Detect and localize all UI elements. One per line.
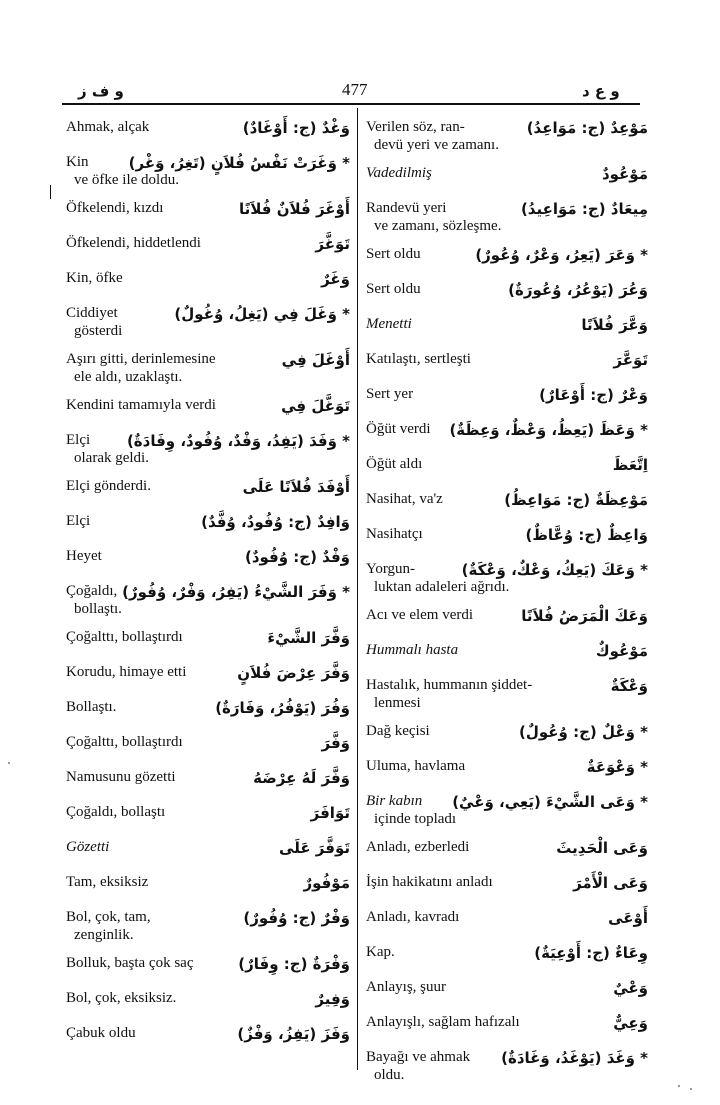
turkish-meaning: Bayağı ve ahmak [366, 1049, 471, 1065]
dictionary-entry [66, 194, 350, 223]
entry-line [66, 693, 350, 722]
turkish-meaning: Ahmak, alçak [66, 119, 150, 135]
arabic-headword: وَعَى الْأَمْرَ [573, 873, 648, 892]
entry-line [66, 949, 350, 978]
arabic-headword: تَوَفَّرَ عَلَى [279, 838, 350, 857]
entry-line [66, 728, 350, 757]
arabic-headword: وَعْرٌ (ج: أَوْعَارٌ) [539, 385, 648, 404]
turkish-meaning: Elçi [66, 513, 91, 529]
entry-line [366, 752, 648, 781]
entry-line [366, 310, 648, 339]
dictionary-entry [366, 1008, 648, 1037]
turkish-meaning: Anlayışlı, sağlam hafızalı [366, 1014, 520, 1030]
arabic-headword: * وَعْلٌ (ج: وُعُولٌ) [519, 722, 648, 741]
arabic-headword: مَوْفُورٌ [303, 873, 350, 892]
arabic-headword: وَعَى الْحَدِيثَ [556, 838, 648, 857]
dictionary-entry [366, 833, 648, 862]
turkish-meaning: Öfkelendi, hiddetlendi [66, 235, 201, 251]
dictionary-entry [366, 868, 648, 897]
scan-speck [678, 1085, 680, 1087]
arabic-headword: وَعْكَةٌ [610, 676, 648, 695]
turkish-meaning: Elçi [66, 432, 91, 448]
entry-line [66, 194, 350, 223]
entry-line [366, 275, 648, 304]
dictionary-entry [66, 623, 350, 652]
dictionary-entry [366, 973, 648, 1002]
arabic-headword: مَوْعُوكٌ [595, 641, 648, 660]
entry-line [366, 938, 648, 967]
dictionary-entry [366, 903, 648, 932]
dictionary-entry [366, 450, 648, 479]
dictionary-entry [366, 159, 648, 188]
turkish-meaning: Verilen söz, ran- [366, 119, 465, 135]
margin-mark [50, 185, 51, 199]
entry-line [366, 973, 648, 1002]
entry-line [366, 903, 648, 932]
dictionary-entry [66, 693, 350, 722]
turkish-meaning: Hummalı hasta [366, 642, 459, 658]
turkish-meaning: Çoğaldı, [66, 583, 118, 599]
scan-speck [8, 762, 10, 764]
dictionary-entry [366, 520, 648, 549]
dictionary-entry [66, 949, 350, 978]
arabic-headword: وَغَرٌ [321, 269, 350, 288]
turkish-meaning: Dağ keçisi [366, 723, 430, 739]
dictionary-entry [366, 345, 648, 374]
dictionary-entry [66, 903, 350, 943]
arabic-headword: أَوْعَى [608, 908, 648, 927]
turkish-meaning: Bollaştı. [66, 699, 117, 715]
arabic-headword: تَوَعَّرَ [613, 350, 648, 369]
arabic-headword: * وَغَلَ فِي (يَغِلُ، وُغُولٌ) [174, 304, 350, 323]
turkish-meaning: Anlayış, şuur [366, 979, 446, 995]
dictionary-entry [66, 148, 350, 188]
arabic-headword: * وَعَظَ (يَعِظُ، وَعْظٌ، وَعِظَةٌ) [449, 420, 648, 439]
turkish-meaning: Ciddiyet [66, 305, 118, 321]
entry-line [366, 520, 648, 549]
dictionary-entry [66, 798, 350, 827]
turkish-meaning: Kap. [366, 944, 395, 960]
meaning-continuation: luktan adaleleri ağrıdı. [374, 579, 510, 595]
turkish-meaning: Vadedilmiş [366, 165, 432, 181]
dictionary-entry [66, 507, 350, 536]
arabic-headword: اِتَّعَظَ [612, 455, 648, 474]
turkish-meaning: Bol, çok, eksiksiz. [66, 990, 177, 1006]
dictionary-entry [66, 426, 350, 466]
entry-line [66, 833, 350, 862]
arabic-headword: تَوَافَرَ [310, 803, 350, 822]
meaning-continuation: ele aldı, uzaklaştı. [74, 369, 183, 385]
arabic-headword: وَفَّرَ الشَّيْءَ [267, 628, 350, 647]
dictionary-entry [366, 310, 648, 339]
arabic-headword: وَفْرَةٌ (ج: وِفَارٌ) [238, 954, 350, 973]
entry-line [366, 345, 648, 374]
turkish-meaning: Anladı, ezberledi [366, 839, 470, 855]
arabic-headword: * وَفَرَ الشَّيْءُ (يَفِرُ، وَفْرٌ، وُفُورٌ) [122, 582, 350, 601]
dictionary-entry [66, 763, 350, 792]
dictionary-entry [366, 415, 648, 444]
arabic-headword: * وَغَرَتْ نَفْسُ فُلاَنٍ (تَغِرُ، وَغْر) [128, 153, 350, 172]
arabic-headword: * وَغَدَ (يَوْغَدُ، وَغَادَةٌ) [501, 1048, 648, 1067]
arabic-headword: وِعَاءٌ (ج: أَوْعِيَةٌ) [534, 943, 648, 962]
dictionary-entry [366, 752, 648, 781]
arabic-headword: وَعُرَ (يَوْعُرُ، وُعُورَةٌ) [508, 280, 648, 299]
turkish-meaning: Uluma, havlama [366, 758, 466, 774]
header-right-letters: و ع د [582, 82, 620, 100]
arabic-headword: * وَعَكَ (يَعِكُ، وَعْكٌ، وَعْكَةٌ) [461, 560, 648, 579]
turkish-meaning: Öfkelendi, kızdı [66, 200, 164, 216]
meaning-continuation: içinde topladı [374, 811, 457, 827]
turkish-meaning: Heyet [66, 548, 102, 564]
entry-line [366, 601, 648, 630]
meaning-continuation: ve zamanı, sözleşme. [374, 218, 502, 234]
dictionary-entry [66, 577, 350, 617]
entry-line [66, 264, 350, 293]
entry-line [366, 485, 648, 514]
arabic-headword: وَفَّرَ [321, 733, 350, 752]
turkish-meaning: Kin, öfke [66, 270, 123, 286]
entry-line [366, 240, 648, 269]
dictionary-entry [66, 264, 350, 293]
entry-line [366, 717, 648, 746]
entry-line [66, 391, 350, 420]
meaning-continuation: bollaştı. [74, 601, 122, 617]
entry-line [66, 798, 350, 827]
arabic-headword: وَفَزَ (يَفِزُ، وَفْزٌ) [237, 1024, 350, 1043]
turkish-meaning: Çoğaldı, bollaştı [66, 804, 166, 820]
entry-line [66, 113, 350, 142]
turkish-meaning: Hastalık, hummanın şiddet- [366, 677, 533, 693]
arabic-headword: * وَعَى الشَّيْءَ (يَعِي، وَعْيٌ) [452, 792, 648, 811]
arabic-headword: وَغْدٌ (ج: أَوْغَادٌ) [242, 118, 350, 137]
entry-line [66, 984, 350, 1013]
turkish-meaning: Menetti [366, 316, 412, 332]
arabic-headword: مَوْعِدٌ (ج: مَوَاعِدُ) [526, 118, 648, 137]
arabic-headword: وَافِدٌ (ج: وُفُودٌ، وُفَّدٌ) [201, 512, 350, 531]
dictionary-entry [66, 984, 350, 1013]
turkish-meaning: İşin hakikatını anladı [366, 874, 493, 890]
dictionary-entry [66, 868, 350, 897]
dictionary-entry [366, 240, 648, 269]
entry-line [366, 415, 648, 444]
meaning-continuation: oldu. [374, 1067, 405, 1083]
entry-line [66, 507, 350, 536]
arabic-headword: * وَعْوَعَةٌ [586, 757, 648, 776]
turkish-meaning: Sert yer [366, 386, 414, 402]
dictionary-entry [66, 728, 350, 757]
arabic-headword: وَفُرَ (يَوْفُرُ، وَفَارَةٌ) [215, 698, 350, 717]
turkish-meaning: Kin [66, 154, 89, 170]
dictionary-entry [366, 275, 648, 304]
arabic-headword: وَعْيٌ [613, 978, 648, 997]
turkish-meaning: Nasihatçı [366, 526, 423, 542]
dictionary-entry [66, 299, 350, 339]
turkish-meaning: Anladı, kavradı [366, 909, 460, 925]
dictionary-entry [366, 380, 648, 409]
dictionary-entry [366, 671, 648, 711]
turkish-meaning: Namusunu gözetti [66, 769, 176, 785]
dictionary-entry [66, 229, 350, 258]
turkish-meaning: Korudu, himaye etti [66, 664, 187, 680]
arabic-headword: * وَفَدَ (يَفِدُ، وَفْدٌ، وُفُودٌ، وِفَادَةٌ) [126, 431, 350, 450]
turkish-meaning: Öğüt verdi [366, 421, 431, 437]
dictionary-entry [366, 601, 648, 630]
arabic-headword: وَعَّرَ فُلاَنًا [581, 315, 648, 334]
turkish-meaning: Kendini tamamıyla verdi [66, 397, 216, 413]
dictionary-entry [366, 113, 648, 153]
entry-line [66, 229, 350, 258]
dictionary-entry [66, 472, 350, 501]
turkish-meaning: Acı ve elem verdi [366, 607, 474, 623]
entry-line [66, 623, 350, 652]
entry-line [66, 658, 350, 687]
entry-line [366, 380, 648, 409]
turkish-meaning: Katılaştı, sertleşti [366, 351, 471, 367]
turkish-meaning: Çoğalttı, bollaştırdı [66, 629, 183, 645]
turkish-meaning: Nasihat, va'z [366, 491, 443, 507]
dictionary-entry [66, 391, 350, 420]
arabic-headword: وَفَّرَ عِرْضَ فُلاَنٍ [237, 663, 350, 682]
arabic-headword: أَوْفَدَ فُلاَنًا عَلَى [242, 477, 350, 496]
dictionary-entry [366, 194, 648, 234]
dictionary-entry [366, 787, 648, 827]
dictionary-entry [66, 1019, 350, 1048]
turkish-meaning: Bol, çok, tam, [66, 909, 151, 925]
meaning-continuation: lenmesi [374, 695, 421, 711]
turkish-meaning: Bolluk, başta çok saç [66, 955, 194, 971]
entry-line [66, 1019, 350, 1048]
arabic-headword: مِيعَادٌ (ج: مَوَاعِيدُ) [520, 199, 648, 218]
left-column [66, 113, 350, 1054]
dictionary-entry [66, 542, 350, 571]
turkish-meaning: Bir kabın [366, 793, 423, 809]
arabic-headword: وَفَّرَ لَهُ عِرْضَهُ [253, 768, 350, 787]
arabic-headword: * وَعَرَ (يَعِرُ، وَعْرٌ، وُعُورٌ) [475, 245, 648, 264]
dictionary-entry [66, 113, 350, 142]
scan-speck [690, 1088, 692, 1090]
page-number: 477 [342, 80, 368, 99]
entry-line [366, 159, 648, 188]
turkish-meaning: Çabuk oldu [66, 1025, 136, 1041]
arabic-headword: وَعَكَ الْمَرَضُ فُلاَنًا [521, 606, 648, 625]
right-column [366, 113, 648, 1089]
turkish-meaning: Öğüt aldı [366, 456, 423, 472]
header-rule [62, 103, 640, 105]
entry-line [66, 472, 350, 501]
arabic-headword: أَوْغَلَ فِي [281, 350, 350, 369]
dictionary-entry [66, 345, 350, 385]
arabic-headword: تَوَغَّرَ [315, 234, 350, 253]
entry-line [366, 1008, 648, 1037]
turkish-meaning: Çoğalttı, bollaştırdı [66, 734, 183, 750]
entry-line [366, 450, 648, 479]
turkish-meaning: Gözetti [66, 839, 110, 855]
entry-line [66, 542, 350, 571]
turkish-meaning: Aşırı gitti, derinlemesine [66, 351, 216, 367]
turkish-meaning: Elçi gönderdi. [66, 478, 151, 494]
turkish-meaning: Sert oldu [366, 281, 421, 297]
arabic-headword: مَوْعِظَةٌ (ج: مَوَاعِظُ) [504, 490, 648, 509]
meaning-continuation: gösterdi [74, 323, 123, 339]
column-divider [357, 108, 358, 1070]
arabic-headword: وَفْدٌ (ج: وُفُودٌ) [244, 547, 350, 566]
arabic-headword: وَفْرٌ (ج: وُفُورٌ) [243, 908, 350, 927]
meaning-continuation: olarak geldi. [74, 450, 149, 466]
entry-line [366, 636, 648, 665]
arabic-headword: تَوَغَّلَ فِي [281, 396, 350, 415]
dictionary-entry [66, 833, 350, 862]
arabic-headword: وَعِيٌّ [613, 1013, 648, 1032]
dictionary-entry [366, 717, 648, 746]
header-left-letters: و ف ز [78, 82, 124, 100]
turkish-meaning: Sert oldu [366, 246, 421, 262]
arabic-headword: مَوْعُودٌ [601, 164, 648, 183]
meaning-continuation: devü yeri ve zamanı. [374, 137, 499, 153]
dictionary-entry [366, 938, 648, 967]
entry-line [66, 868, 350, 897]
dictionary-entry [366, 636, 648, 665]
meaning-continuation: ve öfke ile doldu. [74, 172, 179, 188]
dictionary-entry [366, 555, 648, 595]
entry-line [66, 763, 350, 792]
arabic-headword: وَفِيرٌ [315, 989, 350, 1008]
arabic-headword: وَاعِظٌ (ج: وُعَّاظٌ) [525, 525, 648, 544]
entry-line [366, 868, 648, 897]
meaning-continuation: zenginlik. [74, 927, 134, 943]
dictionary-entry [366, 485, 648, 514]
turkish-meaning: Randevü yeri [366, 200, 447, 216]
turkish-meaning: Yorgun- [366, 561, 416, 577]
turkish-meaning: Tam, eksiksiz [66, 874, 149, 890]
entry-line [366, 833, 648, 862]
dictionary-entry [66, 658, 350, 687]
arabic-headword: أَوْغَرَ فُلاَنٌ فُلاَنًا [239, 199, 350, 218]
dictionary-entry [366, 1043, 648, 1083]
